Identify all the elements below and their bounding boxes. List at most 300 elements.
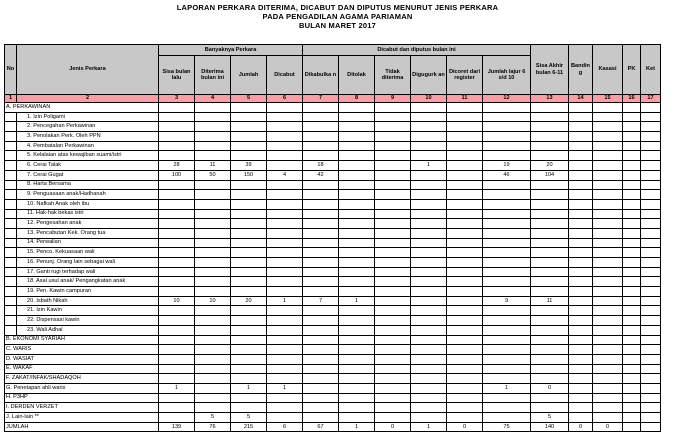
table-cell: [267, 132, 303, 142]
table-cell: [159, 267, 195, 277]
table-cell: [447, 413, 483, 423]
table-cell: [339, 190, 375, 200]
table-cell: [447, 209, 483, 219]
table-cell: [339, 403, 375, 413]
table-cell: 1: [339, 296, 375, 306]
table-cell: [231, 354, 267, 364]
table-cell: [641, 403, 661, 413]
row-label: 10. Nafkah Anak oleh ibu: [17, 199, 159, 209]
table-cell: [375, 132, 411, 142]
table-cell: 1: [159, 383, 195, 393]
table-cell: [641, 170, 661, 180]
table-cell: [641, 209, 661, 219]
table-cell: [159, 306, 195, 316]
row-label: 16. Penunj. Orang lain sebagai wali: [17, 258, 159, 268]
table-cell: [531, 132, 569, 142]
table-cell: [483, 209, 531, 219]
table-cell: [195, 316, 231, 326]
table-cell: [303, 306, 339, 316]
table-cell: [195, 393, 231, 403]
column-index: 14: [569, 95, 593, 103]
table-cell: [641, 219, 661, 229]
table-cell: [447, 248, 483, 258]
table-row: [5, 132, 661, 142]
row-no-cell: [5, 277, 17, 287]
table-cell: 1: [267, 296, 303, 306]
table-cell: [641, 316, 661, 326]
column-index: 4: [195, 95, 231, 103]
table-cell: [593, 364, 623, 374]
table-cell: [375, 180, 411, 190]
table-cell: [267, 141, 303, 151]
table-cell: [569, 161, 593, 171]
table-cell: [531, 364, 569, 374]
table-cell: [447, 161, 483, 171]
table-row: [5, 325, 661, 335]
table-cell: [569, 238, 593, 248]
table-cell: [195, 325, 231, 335]
table-row: [5, 248, 661, 258]
table-cell: [339, 306, 375, 316]
column-header: Dicoret dari register: [447, 56, 483, 95]
row-no-cell: [5, 287, 17, 297]
row-label: J. Lain-lain **: [5, 413, 159, 423]
table-cell: [569, 354, 593, 364]
table-cell: [623, 238, 641, 248]
table-cell: [231, 374, 267, 384]
table-row: [5, 228, 661, 238]
table-cell: [303, 122, 339, 132]
table-cell: [339, 170, 375, 180]
table-cell: 19: [483, 161, 531, 171]
table-cell: [641, 238, 661, 248]
table-row: [5, 141, 661, 151]
table-cell: 1: [339, 422, 375, 432]
table-cell: [231, 306, 267, 316]
table-cell: [195, 132, 231, 142]
row-no-cell: [5, 122, 17, 132]
table-cell: [411, 296, 447, 306]
table-cell: [267, 228, 303, 238]
row-label: 6. Cerai Talak: [17, 161, 159, 171]
table-cell: [411, 345, 447, 355]
table-cell: [483, 190, 531, 200]
table-cell: [641, 190, 661, 200]
table-cell: [623, 190, 641, 200]
row-no-cell: [5, 180, 17, 190]
table-cell: [623, 199, 641, 209]
table-cell: [569, 345, 593, 355]
table-cell: [303, 393, 339, 403]
table-cell: [531, 103, 569, 113]
table-cell: [569, 180, 593, 190]
table-cell: [339, 199, 375, 209]
row-label: 22. Dispensasi kawin: [17, 316, 159, 326]
table-cell: [267, 306, 303, 316]
column-header: Tidak diterima: [375, 56, 411, 95]
table-cell: [447, 170, 483, 180]
table-cell: [375, 199, 411, 209]
table-cell: [303, 209, 339, 219]
table-cell: [195, 112, 231, 122]
header-no: No: [5, 45, 17, 95]
table-cell: 39: [231, 161, 267, 171]
category-row: [5, 374, 661, 384]
table-cell: [303, 219, 339, 229]
table-cell: [267, 151, 303, 161]
table-cell: [411, 228, 447, 238]
table-cell: [411, 132, 447, 142]
table-cell: 1: [411, 422, 447, 432]
row-label: 20. Isbath Nikah: [17, 296, 159, 306]
table-cell: [231, 112, 267, 122]
table-cell: [623, 122, 641, 132]
table-cell: [593, 277, 623, 287]
table-cell: [339, 103, 375, 113]
table-cell: [159, 122, 195, 132]
table-cell: 0: [569, 422, 593, 432]
row-label: C. WARIS: [5, 345, 159, 355]
table-cell: [531, 267, 569, 277]
table-cell: [531, 238, 569, 248]
row-no-cell: [5, 132, 17, 142]
table-cell: [159, 248, 195, 258]
table-cell: [159, 364, 195, 374]
table-cell: [593, 345, 623, 355]
table-cell: [593, 296, 623, 306]
table-cell: [641, 141, 661, 151]
table-cell: [231, 345, 267, 355]
table-cell: [411, 209, 447, 219]
table-cell: 75: [483, 422, 531, 432]
table-cell: [195, 151, 231, 161]
table-cell: [375, 413, 411, 423]
table-cell: [531, 112, 569, 122]
table-cell: [623, 306, 641, 316]
table-cell: [593, 374, 623, 384]
table-cell: [303, 258, 339, 268]
table-cell: [411, 122, 447, 132]
table-cell: [195, 287, 231, 297]
table-cell: [231, 151, 267, 161]
table-cell: [303, 277, 339, 287]
table-cell: [375, 190, 411, 200]
row-no-cell: [5, 151, 17, 161]
report-title-line-3: BULAN MARET 2017: [299, 21, 376, 30]
row-no-cell: [5, 161, 17, 171]
table-cell: 67: [303, 422, 339, 432]
table-cell: [375, 141, 411, 151]
table-cell: 18: [303, 161, 339, 171]
table-cell: [447, 258, 483, 268]
table-cell: [411, 306, 447, 316]
table-cell: [339, 180, 375, 190]
table-cell: [447, 374, 483, 384]
table-cell: [303, 383, 339, 393]
table-cell: [195, 238, 231, 248]
table-cell: [623, 112, 641, 122]
table-cell: [375, 122, 411, 132]
table-cell: [375, 354, 411, 364]
table-cell: [569, 258, 593, 268]
table-cell: [195, 122, 231, 132]
table-cell: [531, 219, 569, 229]
table-cell: [593, 306, 623, 316]
table-cell: [267, 316, 303, 326]
table-cell: [569, 306, 593, 316]
row-label: 1. Izin Poligami: [17, 112, 159, 122]
table-cell: [339, 132, 375, 142]
table-cell: [339, 112, 375, 122]
row-label: 18. Asal usul anak/ Pengangkatan anak: [17, 277, 159, 287]
table-row: [5, 267, 661, 277]
table-cell: [593, 112, 623, 122]
table-cell: [339, 209, 375, 219]
table-cell: [641, 258, 661, 268]
row-label: 21. Izin Kawin: [17, 306, 159, 316]
table-cell: [195, 228, 231, 238]
table-cell: [339, 277, 375, 287]
table-cell: [593, 393, 623, 403]
report-title-line-1: LAPORAN PERKARA DITERIMA, DICABUT DAN DIPUTUS MENURUT JENIS PERKARA: [176, 3, 499, 12]
table-cell: [267, 219, 303, 229]
row-label: 12. Pengesahan anak: [17, 219, 159, 229]
table-cell: [623, 325, 641, 335]
table-cell: [641, 132, 661, 142]
table-cell: [623, 354, 641, 364]
table-cell: [267, 122, 303, 132]
table-cell: 1: [483, 383, 531, 393]
table-cell: [159, 199, 195, 209]
table-cell: [483, 325, 531, 335]
table-cell: [569, 141, 593, 151]
table-cell: [411, 170, 447, 180]
table-cell: [569, 325, 593, 335]
category-row: [5, 345, 661, 355]
table-cell: [159, 403, 195, 413]
table-cell: [593, 170, 623, 180]
table-cell: [593, 325, 623, 335]
table-cell: [483, 228, 531, 238]
table-cell: 28: [159, 161, 195, 171]
table-cell: [483, 112, 531, 122]
table-cell: [411, 393, 447, 403]
table-cell: [623, 374, 641, 384]
table-cell: [195, 219, 231, 229]
row-no-cell: [5, 306, 17, 316]
table-cell: [267, 199, 303, 209]
row-label: 2. Pencegahan Perkawinan: [17, 122, 159, 132]
table-cell: [569, 335, 593, 345]
table-cell: [531, 345, 569, 355]
table-cell: [641, 151, 661, 161]
table-cell: [159, 345, 195, 355]
table-cell: [623, 364, 641, 374]
table-cell: [531, 325, 569, 335]
table-cell: [339, 287, 375, 297]
table-cell: 76: [195, 422, 231, 432]
table-cell: [375, 374, 411, 384]
table-cell: [195, 258, 231, 268]
table-cell: [483, 103, 531, 113]
table-cell: [593, 335, 623, 345]
table-cell: [411, 180, 447, 190]
table-cell: [339, 258, 375, 268]
table-cell: 150: [231, 170, 267, 180]
table-cell: [641, 413, 661, 423]
table-cell: [411, 219, 447, 229]
table-cell: [593, 258, 623, 268]
table-cell: [531, 316, 569, 326]
table-cell: [303, 287, 339, 297]
table-cell: 10: [159, 296, 195, 306]
table-cell: [231, 364, 267, 374]
table-cell: [231, 325, 267, 335]
table-cell: [195, 103, 231, 113]
row-no-cell: [5, 325, 17, 335]
table-cell: [375, 248, 411, 258]
table-cell: [267, 248, 303, 258]
table-cell: [569, 190, 593, 200]
row-label: 9. Penguasaan anak/Hadhanah: [17, 190, 159, 200]
table-cell: [641, 296, 661, 306]
table-cell: [593, 316, 623, 326]
row-label: 4. Pembatalan Perkawinan: [17, 141, 159, 151]
table-cell: [623, 403, 641, 413]
table-row: [5, 287, 661, 297]
row-label: 8. Harta Bersama: [17, 180, 159, 190]
table-cell: [623, 335, 641, 345]
table-cell: [159, 354, 195, 364]
table-cell: [641, 306, 661, 316]
column-header: Diterima bulan ini: [195, 56, 231, 95]
row-label: 7. Cerai Gugat: [17, 170, 159, 180]
table-cell: [531, 122, 569, 132]
table-cell: [569, 267, 593, 277]
column-header: Dikabulka n: [303, 56, 339, 95]
table-cell: [411, 335, 447, 345]
table-cell: [411, 364, 447, 374]
table-cell: [447, 219, 483, 229]
table-cell: 0: [593, 422, 623, 432]
table-cell: [641, 422, 661, 432]
table-cell: [593, 180, 623, 190]
table-cell: [569, 316, 593, 326]
table-cell: [447, 190, 483, 200]
table-cell: [593, 248, 623, 258]
table-cell: [195, 180, 231, 190]
table-cell: [593, 228, 623, 238]
column-header: Jumlah: [231, 56, 267, 95]
column-header: Jumlah lajur 6 s/d 10: [483, 56, 531, 95]
column-index: 16: [623, 95, 641, 103]
table-cell: [303, 364, 339, 374]
table-cell: [569, 151, 593, 161]
table-cell: [569, 277, 593, 287]
table-cell: [623, 287, 641, 297]
table-cell: [195, 364, 231, 374]
table-cell: [641, 287, 661, 297]
table-cell: [339, 335, 375, 345]
table-cell: [641, 325, 661, 335]
table-cell: [593, 413, 623, 423]
table-cell: [411, 383, 447, 393]
table-cell: [641, 228, 661, 238]
table-cell: [531, 403, 569, 413]
category-row: [5, 364, 661, 374]
row-no-cell: [5, 170, 17, 180]
table-cell: [411, 258, 447, 268]
table-cell: [375, 219, 411, 229]
table-cell: [159, 287, 195, 297]
table-cell: [569, 364, 593, 374]
row-label: I. DERDEN VERZET: [5, 403, 159, 413]
row-no-cell: [5, 141, 17, 151]
table-cell: [411, 141, 447, 151]
table-cell: [593, 267, 623, 277]
table-cell: [411, 199, 447, 209]
table-cell: [641, 364, 661, 374]
table-cell: 0: [531, 383, 569, 393]
table-cell: [623, 296, 641, 306]
table-cell: [569, 248, 593, 258]
table-cell: [531, 374, 569, 384]
table-cell: [195, 267, 231, 277]
table-cell: [569, 287, 593, 297]
table-cell: [483, 374, 531, 384]
table-cell: [303, 335, 339, 345]
table-cell: [303, 103, 339, 113]
table-cell: [303, 141, 339, 151]
table-cell: [569, 228, 593, 238]
table-cell: [641, 103, 661, 113]
table-cell: [195, 306, 231, 316]
table-cell: [339, 316, 375, 326]
table-row: [5, 277, 661, 287]
table-cell: [593, 190, 623, 200]
table-cell: [375, 296, 411, 306]
table-cell: [159, 151, 195, 161]
table-cell: [411, 325, 447, 335]
table-cell: [623, 103, 641, 113]
table-cell: [641, 248, 661, 258]
table-cell: [195, 345, 231, 355]
table-cell: [303, 248, 339, 258]
table-cell: [231, 403, 267, 413]
table-cell: [159, 374, 195, 384]
row-label: 23. Wali Adhal: [17, 325, 159, 335]
table-cell: [531, 335, 569, 345]
table-row: [5, 316, 661, 326]
table-cell: [231, 287, 267, 297]
table-cell: [483, 335, 531, 345]
table-cell: [411, 277, 447, 287]
table-cell: 100: [159, 170, 195, 180]
table-cell: [593, 103, 623, 113]
table-cell: [231, 219, 267, 229]
column-index: 3: [159, 95, 195, 103]
table-cell: 20: [231, 296, 267, 306]
table-row: [5, 170, 661, 180]
table-cell: [267, 190, 303, 200]
table-cell: [375, 325, 411, 335]
table-cell: [569, 296, 593, 306]
column-index: 6: [267, 95, 303, 103]
table-cell: [303, 151, 339, 161]
table-cell: [623, 219, 641, 229]
category-row: [5, 335, 661, 345]
table-cell: [195, 190, 231, 200]
